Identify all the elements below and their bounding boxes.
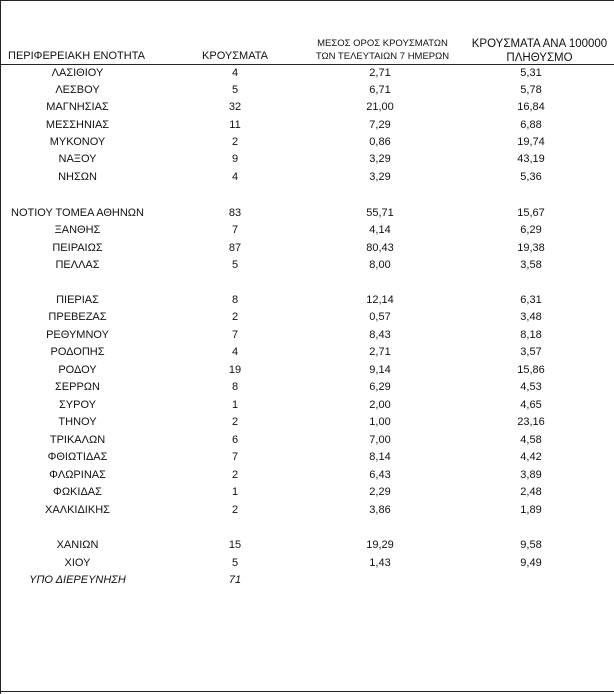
- table-row: [0, 82, 614, 99]
- header-avg-line2: ΤΩΝ ΤΕΛΕΥΤΑΙΩΝ 7 ΗΜΕΡΩΝ: [315, 51, 450, 62]
- cases-cell: 8: [231, 294, 239, 306]
- header-region: ΠΕΡΙΦΕΡΕΙΑΚΗ ΕΝΟΤΗΤΑ: [8, 50, 145, 62]
- region-cell: ΛΑΣΙΘΙΟΥ: [51, 67, 104, 79]
- region-cell: ΠΡΕΒΕΖΑΣ: [48, 311, 107, 323]
- table-row: [0, 362, 614, 379]
- table-row: [0, 240, 614, 257]
- cases-cell: 5: [231, 84, 239, 96]
- table-row: [0, 169, 614, 186]
- region-cell: ΡΟΔΟΠΗΣ: [50, 346, 105, 358]
- table-row: [0, 502, 614, 519]
- cases-cell: 7: [231, 329, 239, 341]
- region-cell: ΧΑΝΙΩΝ: [56, 539, 99, 551]
- cases-cell: 2: [231, 416, 239, 428]
- region-cell: ΡΟΔΟΥ: [58, 364, 97, 376]
- table-row: [0, 327, 614, 344]
- avg-cell: 8,43: [369, 329, 391, 341]
- cases-cell: 19: [228, 364, 242, 376]
- table-row: [0, 537, 614, 554]
- region-cell: ΞΑΝΘΗΣ: [54, 224, 101, 236]
- cases-cell: 11: [229, 119, 241, 131]
- cases-cell: 2: [231, 469, 239, 481]
- per100k-cell: 8,18: [520, 329, 542, 341]
- region-cell: ΣΥΡΟΥ: [58, 399, 96, 411]
- cases-cell: 7: [231, 224, 239, 236]
- avg-cell: 21,00: [366, 101, 394, 113]
- per100k-cell: 6,31: [520, 294, 542, 306]
- per100k-cell: 5,78: [520, 84, 542, 96]
- cases-cell: 7: [231, 451, 239, 463]
- cases-cell: 5: [231, 259, 239, 271]
- per100k-cell: 5,31: [520, 67, 542, 79]
- region-cell: ΦΩΚΙΔΑΣ: [53, 486, 102, 498]
- cases-cell: 1: [231, 399, 239, 411]
- per100k-cell: 3,89: [520, 469, 542, 481]
- region-cell: ΤΡΙΚΑΛΩΝ: [49, 434, 106, 446]
- table-row: [0, 379, 614, 396]
- table-row: [0, 222, 614, 239]
- region-cell: ΧΙΟΥ: [64, 557, 91, 569]
- table-row: [0, 117, 614, 134]
- table-row: [0, 134, 614, 151]
- region-cell: ΜΥΚΟΝΟΥ: [49, 136, 106, 148]
- region-cell: ΝΗΣΩΝ: [58, 171, 97, 183]
- page-border-top: [0, 0, 614, 1]
- cases-cell: 32: [228, 101, 242, 113]
- avg-cell: 2,29: [369, 486, 391, 498]
- table-row: [0, 397, 614, 414]
- region-cell: ΠΕΛΛΑΣ: [55, 259, 100, 271]
- header-per100k-line2: ΠΛΗΘΥΣΜΟ: [506, 52, 573, 64]
- region-cell: ΦΛΩΡΙΝΑΣ: [49, 469, 106, 481]
- avg-cell: 7,00: [369, 434, 391, 446]
- avg-cell: 55,71: [366, 207, 394, 219]
- cases-cell: 5: [231, 557, 239, 569]
- per100k-cell: 9,49: [520, 557, 542, 569]
- per100k-cell: 3,57: [520, 346, 542, 358]
- per100k-cell: 15,86: [517, 364, 545, 376]
- table-row: [0, 205, 614, 222]
- table-row: [0, 432, 614, 449]
- cases-cell: 83: [228, 207, 242, 219]
- avg-cell: 6,71: [369, 84, 391, 96]
- avg-cell: 8,00: [369, 259, 391, 271]
- region-cell: ΡΕΘΥΜΝΟΥ: [46, 329, 109, 341]
- table-row: [0, 309, 614, 326]
- cases-cell: 4: [231, 346, 239, 358]
- avg-cell: 3,29: [369, 171, 391, 183]
- region-cell: ΜΕΣΣΗΝΙΑΣ: [45, 119, 110, 131]
- page-border-bottom: [0, 691, 614, 692]
- table-row: [0, 572, 614, 589]
- cases-cell: 8: [231, 381, 239, 393]
- avg-cell: 80,43: [366, 242, 394, 254]
- region-cell: ΝΟΤΙΟΥ ΤΟΜΕΑ ΑΘΗΝΩΝ: [11, 207, 144, 219]
- avg-cell: 6,29: [369, 381, 391, 393]
- cases-cell: 2: [231, 311, 239, 323]
- region-cell: ΠΕΙΡΑΙΩΣ: [52, 242, 103, 254]
- cases-cell: 1: [231, 486, 239, 498]
- avg-cell: 1,43: [369, 557, 391, 569]
- header-cases: ΚΡΟΥΣΜΑΤΑ: [202, 50, 268, 62]
- table-row: [0, 99, 614, 116]
- region-cell: ΦΘΙΩΤΙΔΑΣ: [47, 451, 108, 463]
- table-row: [0, 344, 614, 361]
- avg-cell: 4,14: [369, 224, 391, 236]
- table-row: [0, 555, 614, 572]
- per100k-cell: 23,16: [517, 416, 545, 428]
- cases-cell: 2: [231, 504, 239, 516]
- per100k-cell: 2,48: [520, 486, 542, 498]
- per100k-cell: 19,38: [517, 242, 545, 254]
- header-avg-7-days: [305, 37, 460, 63]
- table-row: [0, 449, 614, 466]
- per100k-cell: 3,48: [520, 311, 542, 323]
- region-cell: ΥΠΟ ΔΙΕΡΕΥΝΗΣΗ: [29, 574, 126, 586]
- per100k-cell: 43,19: [517, 153, 545, 165]
- avg-cell: 7,29: [369, 119, 391, 131]
- avg-cell: 9,14: [369, 364, 391, 376]
- cases-cell: 87: [228, 242, 242, 254]
- region-cell: ΣΕΡΡΩΝ: [55, 381, 100, 393]
- per100k-cell: 6,88: [520, 119, 542, 131]
- avg-cell: 12,14: [366, 294, 394, 306]
- cases-cell: 2: [231, 136, 239, 148]
- table-row: [0, 292, 614, 309]
- cases-cell: 4: [231, 171, 239, 183]
- per100k-cell: 4,42: [520, 451, 542, 463]
- cases-cell: 9: [231, 153, 239, 165]
- cases-cell: 15: [228, 539, 242, 551]
- table-row: [0, 484, 614, 501]
- avg-cell: 3,29: [369, 153, 391, 165]
- per100k-cell: 6,29: [520, 224, 542, 236]
- per100k-cell: 4,65: [520, 399, 542, 411]
- region-cell: ΛΕΣΒΟΥ: [55, 84, 100, 96]
- region-cell: ΤΗΝΟΥ: [58, 416, 97, 428]
- avg-cell: 0,86: [369, 136, 391, 148]
- avg-cell: 2,00: [369, 399, 391, 411]
- per100k-cell: 16,84: [517, 101, 545, 113]
- region-cell: ΜΑΓΝΗΣΙΑΣ: [46, 101, 109, 113]
- cases-cell: 4: [231, 67, 239, 79]
- table-row: [0, 467, 614, 484]
- per100k-cell: 3,58: [520, 259, 542, 271]
- table-row: [0, 257, 614, 274]
- cases-cell: 6: [231, 434, 239, 446]
- per100k-cell: 1,89: [520, 504, 542, 516]
- avg-cell: 8,14: [369, 451, 391, 463]
- per100k-cell: 5,36: [520, 171, 542, 183]
- per100k-cell: 4,53: [520, 381, 542, 393]
- per100k-cell: 9,58: [520, 539, 542, 551]
- avg-cell: 3,86: [369, 504, 391, 516]
- per100k-cell: 19,74: [517, 136, 545, 148]
- table-row: [0, 414, 614, 431]
- table-row: [0, 151, 614, 168]
- region-cell: ΠΙΕΡΙΑΣ: [56, 294, 99, 306]
- avg-cell: 2,71: [369, 346, 391, 358]
- avg-cell: 19,29: [366, 539, 394, 551]
- avg-cell: 0,57: [369, 311, 391, 323]
- region-cell: ΧΑΛΚΙΔΙΚΗΣ: [45, 504, 110, 516]
- header-cases-per-100k: [462, 37, 614, 65]
- region-cell: ΝΑΞΟΥ: [58, 153, 97, 165]
- avg-cell: 2,71: [369, 67, 391, 79]
- per100k-cell: 4,58: [520, 434, 542, 446]
- per100k-cell: 15,67: [517, 207, 545, 219]
- header-per100k-line1: ΚΡΟΥΣΜΑΤΑ ΑΝΑ 100000: [471, 38, 608, 50]
- avg-cell: 1,00: [369, 416, 391, 428]
- table-row: [0, 65, 614, 82]
- avg-cell: 6,43: [369, 469, 391, 481]
- cases-cell: 71: [228, 574, 242, 586]
- header-avg-line1: ΜΕΣΟΣ ΟΡΟΣ ΚΡΟΥΣΜΑΤΩΝ: [317, 38, 448, 49]
